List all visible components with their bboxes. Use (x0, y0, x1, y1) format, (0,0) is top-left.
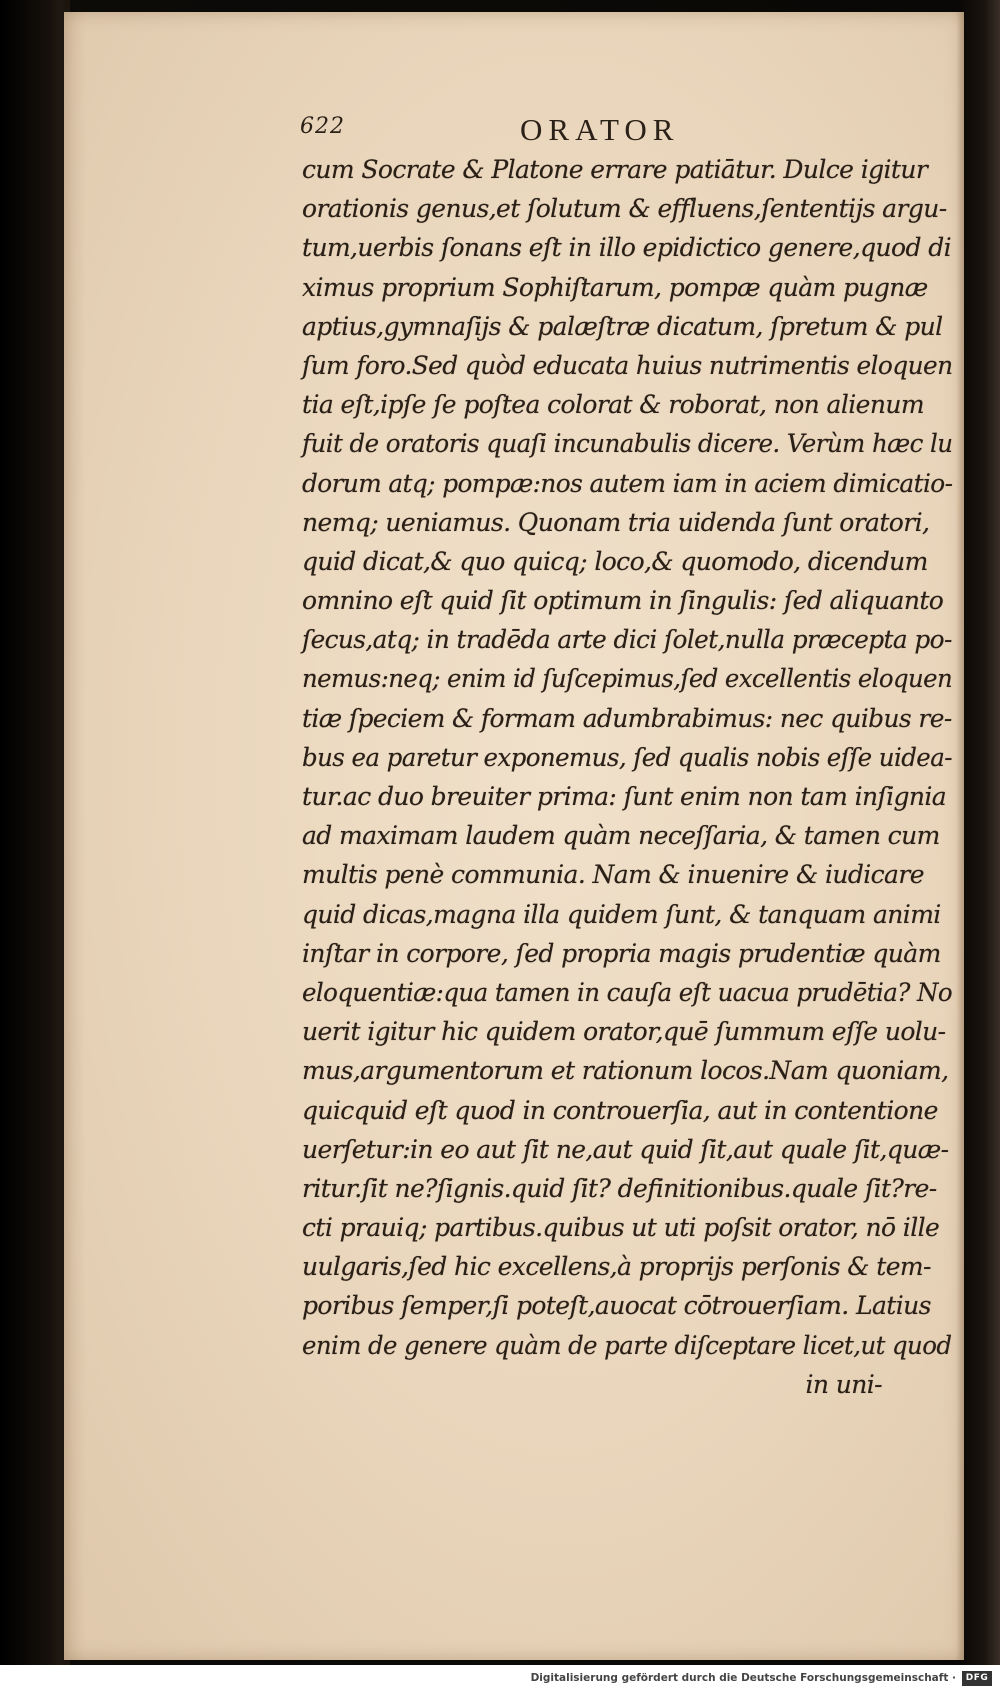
text-line: orationis genus,et ſolutum & effluens,ſententijs argu- (302, 194, 947, 224)
text-line: in uni- (805, 1369, 882, 1399)
page-fold-shadow (956, 12, 964, 1660)
text-line: poribus ſemper,ſi poteſt,auocat cōtrouerſiam. Latius (302, 1291, 931, 1321)
text-line: omnino eſt quid ſit optimum in ſingulis: ſed aliquanto (302, 586, 944, 616)
text-line: uulgaris,ſed hic excellens,à proprijs perſonis & tem- (302, 1252, 931, 1282)
footer-bar (0, 1665, 1000, 1693)
text-line: tur.ac duo breuiter prima: ſunt enim non tam inſignia (302, 782, 947, 811)
text-line: enim de genere quàm de parte diſceptare licet,ut quod (302, 1330, 952, 1360)
text-line: uerſetur:in eo aut ſit ne,aut quid ſit,aut quale ſit,quæ- (302, 1134, 949, 1164)
page-number: 622 (300, 114, 345, 139)
text-line: ritur.ſit ne?ſignis.quid ſit? definitionibus.quale ſit?re- (302, 1173, 937, 1203)
running-head-title: ORATOR (520, 112, 680, 147)
text-line: tiæ ſpeciem & formam adumbrabimus: nec quibus re- (302, 703, 952, 733)
text-line: ſecus,atq; in tradēda arte dici ſolet,nulla præcepta po- (302, 625, 952, 655)
text-line: mus,argumentorum et rationum locos.Nam quoniam, (302, 1056, 949, 1086)
spine-shadow (0, 0, 70, 1665)
text-line: ximus proprium Sophiſtarum, pompæ quàm pugnæ (302, 272, 928, 302)
text-line: fuit de oratoris quaſi incunabulis dicere. Verùm hæc lu (302, 429, 953, 459)
funding-credit: Digitalisierung gefördert durch die Deutsche Forschungsgemeinschaft · (530, 1672, 956, 1684)
text-line: uerit igitur hic quidem orator,quē ſummum eſſe uolu- (302, 1017, 946, 1047)
body-text (302, 150, 952, 1404)
text-line: dorum atq; pompæ:nos autem iam in aciem dimicatio- (302, 468, 953, 498)
text-line: tia eſt,ipſe ſe poſtea colorat & roborat, non alienum (302, 390, 924, 420)
text-line: quid dicat,& quo quicq; loco,& quomodo, dicendum (302, 546, 928, 576)
text-line: aptius,gymnaſijs & palæſtræ dicatum, ſpretum & pul (302, 311, 943, 341)
text-line: quid dicas,magna illa quidem ſunt, & tanquam animi (302, 899, 941, 929)
text-line: tum,uerbis ſonans eſt in illo epidictico genere,quod di (302, 233, 952, 263)
text-line: inſtar in corpore, ſed propria magis prudentiæ quàm (302, 938, 941, 968)
text-line: cum Socrate & Platone errare patiātur. Dulce igitur (302, 155, 928, 184)
running-head (300, 112, 880, 152)
text-line: nemq; ueniamus. Quonam tria uidenda ſunt oratori, (302, 507, 930, 537)
dfg-logo: DFG (962, 1671, 992, 1686)
text-line: bus ea paretur exponemus, ſed qualis nobis eſſe uidea- (302, 742, 952, 772)
text-line: ſum foro.Sed quòd educata huius nutrimentis eloquen (302, 350, 953, 380)
text-line: ad maximam laudem quàm neceſſaria, & tamen cum (302, 821, 940, 851)
text-line: multis penè communia. Nam & inuenire & iudicare (302, 860, 924, 890)
text-line: cti prauiq; partibus.quibus ut uti poſsit orator, nō ille (302, 1213, 940, 1243)
text-line: quicquid eſt quod in controuerſia, aut in contentione (302, 1095, 938, 1125)
text-line: eloquentiæ:qua tamen in cauſa eſt uacua prudētia? No (302, 977, 953, 1007)
text-line: nemus:neq; enim id ſuſcepimus,ſed excellentis eloquen (302, 664, 953, 694)
